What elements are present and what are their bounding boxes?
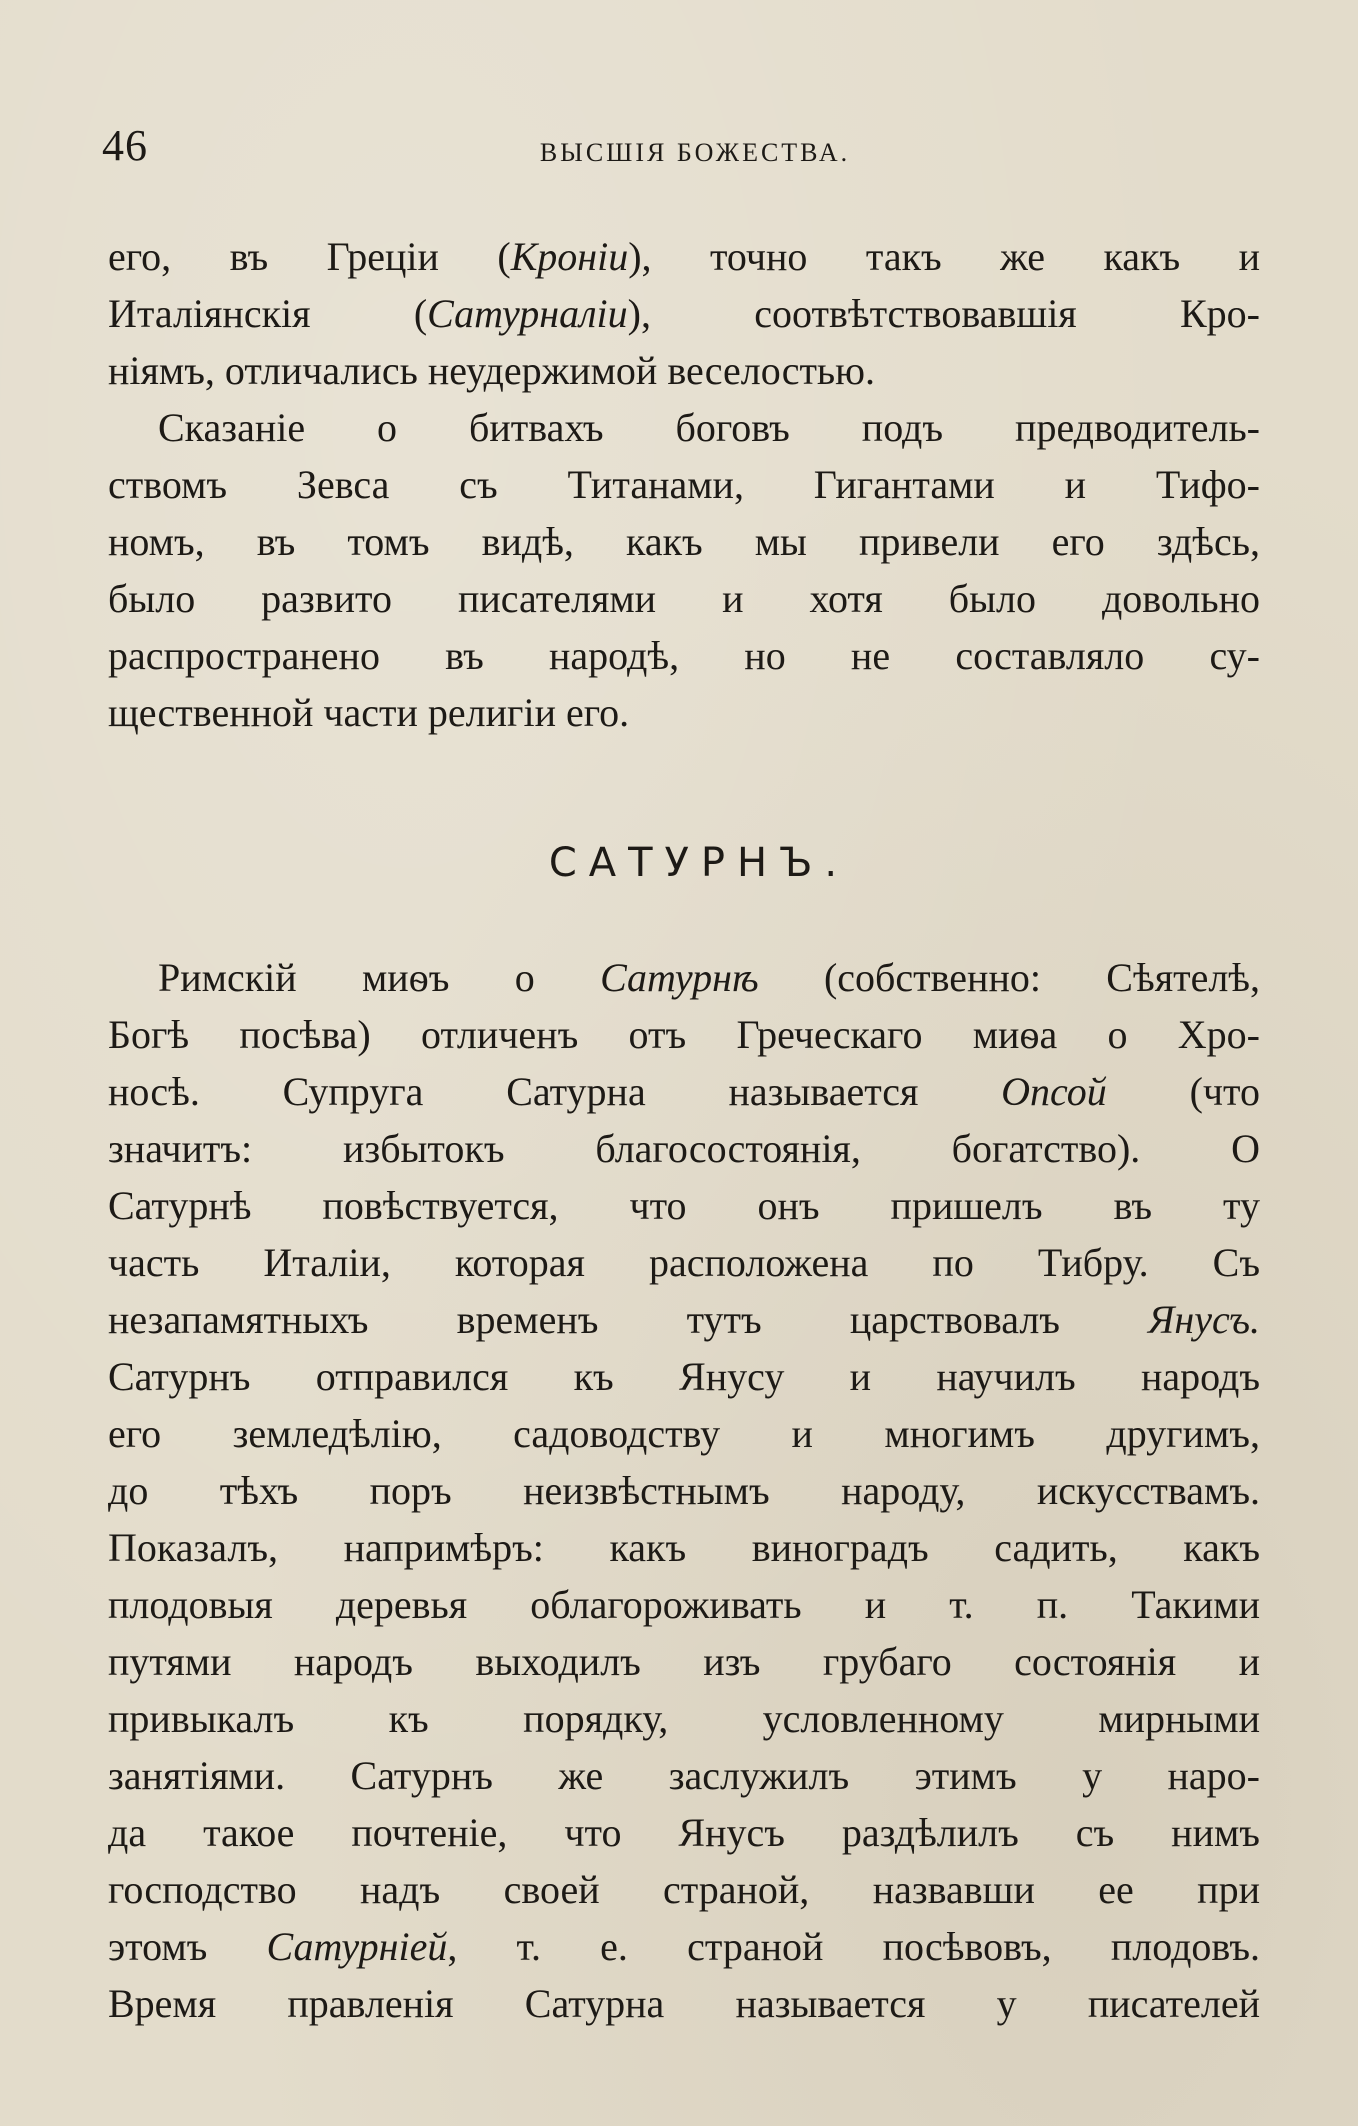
text-line: ніямъ, отличались неудержимой веселостью. <box>108 348 876 393</box>
text-line: Сатурнѣ повѣствуется, что онъ пришелъ въ ту <box>108 1183 1260 1228</box>
text-line: путями народъ выходилъ изъ грубаго состоянія и <box>108 1639 1260 1684</box>
text-line: господство надъ своей страной, назвавши ее при <box>108 1867 1260 1912</box>
text-line: незапамятныхъ временъ тутъ царствовалъ Янусъ. <box>108 1297 1260 1342</box>
page-header <box>102 120 1258 180</box>
text-line: до тѣхъ поръ неизвѣстнымъ народу, искусствамъ. <box>108 1468 1260 1513</box>
text-line: его, въ Греціи (Кроніи), точно такъ же какъ и <box>108 234 1260 279</box>
text-line: номъ, въ томъ видѣ, какъ мы привели его здѣсь, <box>108 519 1260 564</box>
text-line: было развито писателями и хотя было довольно <box>108 576 1260 621</box>
text-line: распространено въ народѣ, но не составляло су- <box>108 633 1260 678</box>
text-line: Время правленія Сатурна называется у писателей <box>108 1981 1260 2026</box>
saturn-text <box>108 949 1260 2032</box>
text-line: плодовыя деревья облагороживать и т. п. Такими <box>108 1582 1260 1627</box>
text-line: занятіями. Сатурнъ же заслужилъ этимъ у наро- <box>108 1753 1260 1798</box>
text-line: часть Италіи, которая расположена по Тибру. Съ <box>108 1240 1260 1285</box>
page-number: 46 <box>102 121 148 170</box>
text-line: Италіянскія (Сатурналіи), соотвѣтствовавшія Кро- <box>108 291 1260 336</box>
text-line: его земледѣлію, садоводству и многимъ другимъ, <box>108 1411 1260 1456</box>
section-title: САТУРНЪ. <box>548 840 850 886</box>
text-line: Показалъ, напримѣръ: какъ виноградъ садить, какъ <box>108 1525 1260 1570</box>
text-line: да такое почтеніе, что Янусъ раздѣлилъ съ нимъ <box>108 1810 1260 1855</box>
text-line: Богѣ посѣва) отличенъ отъ Греческаго миѳа о Хро- <box>108 1012 1260 1057</box>
text-line: носѣ. Супруга Сатурна называется Опсой (что <box>108 1069 1260 1114</box>
text-line: значитъ: избытокъ благосостоянія, богатство). О <box>108 1126 1260 1171</box>
text-line: Сказаніе о битвахъ боговъ подъ предводитель- <box>158 405 1260 450</box>
text-line: щественной части религіи его. <box>108 690 630 735</box>
text-line: Сатурнъ отправился къ Янусу и научилъ народъ <box>108 1354 1260 1399</box>
text-line: Римскій миѳъ о Сатурнѣ (собственно: Сѣятелѣ, <box>158 955 1260 1000</box>
running-head: ВЫСШІЯ БОЖЕСТВА. <box>539 138 851 167</box>
text-line: ствомъ Зевса съ Титанами, Гигантами и Тифо- <box>108 462 1260 507</box>
text-line: этомъ Сатурніей, т. е. страной посѣвовъ, плодовъ. <box>108 1924 1260 1969</box>
opening-text <box>108 228 1260 741</box>
text-line: привыкалъ къ порядку, условленному мирными <box>108 1696 1260 1741</box>
